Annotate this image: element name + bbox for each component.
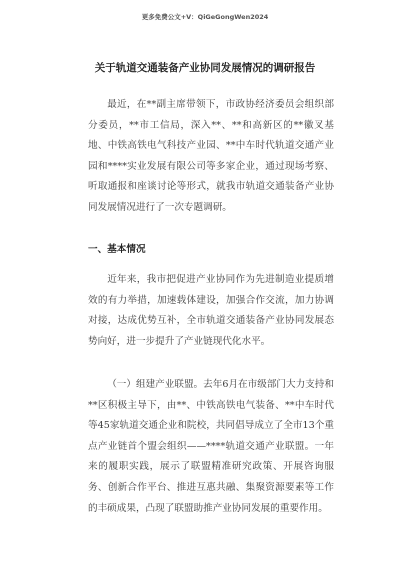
paragraph-industry-alliance: （一）组建产业联盟。去年6月在市级部门大力支持和**区积极主导下，由**、中铁高铁电气装备、**中车时代等45家轨道交通企业和院校，共同倡导成立了全市13个重点产业链首个盟会组织——****轨道交通产业联盟。一年来的履职实践，展示了联盟精准研究政策、开展咨询服务、创新合作平台、推进互惠共融、集聚资源要素等工作的丰硕成果，凸现了联盟助推产业协同发展的重要作用。 [88,379,334,514]
header-note: 更多免费公文+V：QiGeGongWen2024 [141,13,269,21]
paragraph-overview: 近年来，我市把促进产业协同作为先进制造业提质增效的有力举措，加速载体建设，加强合作交流，加力协调对接，达成优势互补，全市轨道交通装备产业协同发展态势向好，进一步提升了产业链现代化水平。 [88,274,334,347]
section-heading: 一、基本情况 [88,244,146,255]
paragraph-intro: 最近，在**副主席带领下，市政协经济委员会组织部分委员，**市工信局，深入**、**和高新区的**徽叉基地、中铁高铁电气科技产业园、**中车时代轨道交通产业园和****实业发展有限公司等多家企业，通过现场考察、听取通报和座谈讨论等形式，就我市轨道交通装备产业协同发展情况进行了一次专题调研。 [88,99,334,213]
document-title: 关于轨道交通装备产业协同发展情况的调研报告 [94,62,316,74]
